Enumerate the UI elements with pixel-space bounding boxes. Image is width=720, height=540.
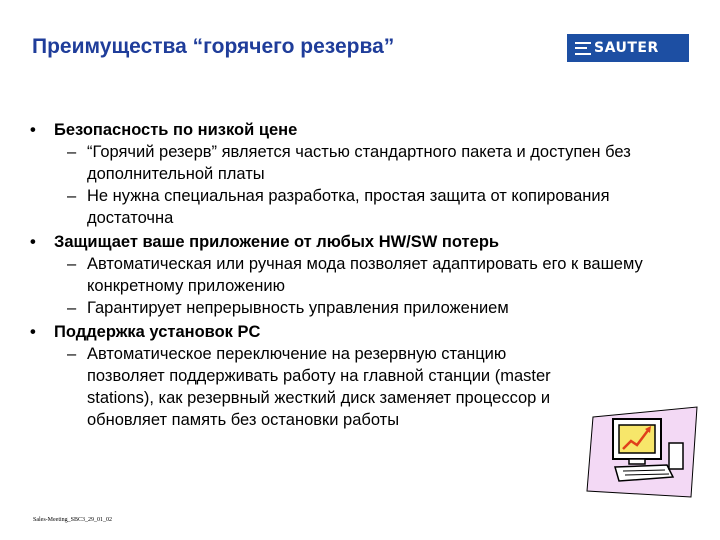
- sub-bullet-item: [30, 185, 700, 229]
- bullet-text: Защищает ваше приложение от любых HW/SW потерь: [54, 233, 500, 251]
- sub-bullet-item: [30, 141, 700, 185]
- sub-bullet-text: Автоматическое переключение на резервную станцию позволяет поддерживать работу на главной станции (master stations), как резервный жесткий диск заменяет процессор и обновляет память без остановки работы: [87, 345, 551, 429]
- monitor-stand: [629, 459, 645, 464]
- bullet-item: [30, 119, 700, 141]
- sub-bullet-item: [30, 253, 700, 297]
- bullet-item: [30, 231, 700, 253]
- dash-icon: –: [67, 299, 77, 317]
- sauter-logo: [567, 34, 689, 62]
- sub-bullet-text: Не нужна специальная разработка, простая защита от копирования достаточна: [87, 187, 610, 227]
- bullet-list: [30, 117, 700, 431]
- sub-bullet-text: Автоматическая или ручная мода позволяет адаптировать его к вашему конкретному приложению: [87, 255, 643, 295]
- logo-text: SAUTER: [594, 40, 659, 56]
- bullet-item: [30, 321, 700, 343]
- bullet-icon: •: [30, 233, 36, 251]
- sub-bullet-text: Гарантирует непрерывность управления приложением: [87, 299, 509, 317]
- sub-bullet-item: [30, 297, 700, 319]
- side-tower: [669, 443, 683, 469]
- dash-icon: –: [67, 345, 77, 363]
- bullet-text: Поддержка установок PC: [54, 323, 261, 341]
- bullet-text: Безопасность по низкой цене: [54, 121, 298, 139]
- dash-icon: –: [67, 255, 77, 273]
- bullet-icon: •: [30, 121, 36, 139]
- slide-title: Преимущества “горячего резерва”: [32, 35, 395, 58]
- dash-icon: –: [67, 187, 77, 205]
- logo-lines-icon: [575, 42, 591, 55]
- dash-icon: –: [67, 143, 77, 161]
- footer-label: Sales-Meeting_SBC3_29_01_02: [33, 517, 112, 523]
- sub-bullet-text: “Горячий резерв” является частью стандартного пакета и доступен без дополнительной платы: [87, 143, 631, 183]
- computer-chart-icon: [585, 405, 705, 505]
- bullet-icon: •: [30, 323, 36, 341]
